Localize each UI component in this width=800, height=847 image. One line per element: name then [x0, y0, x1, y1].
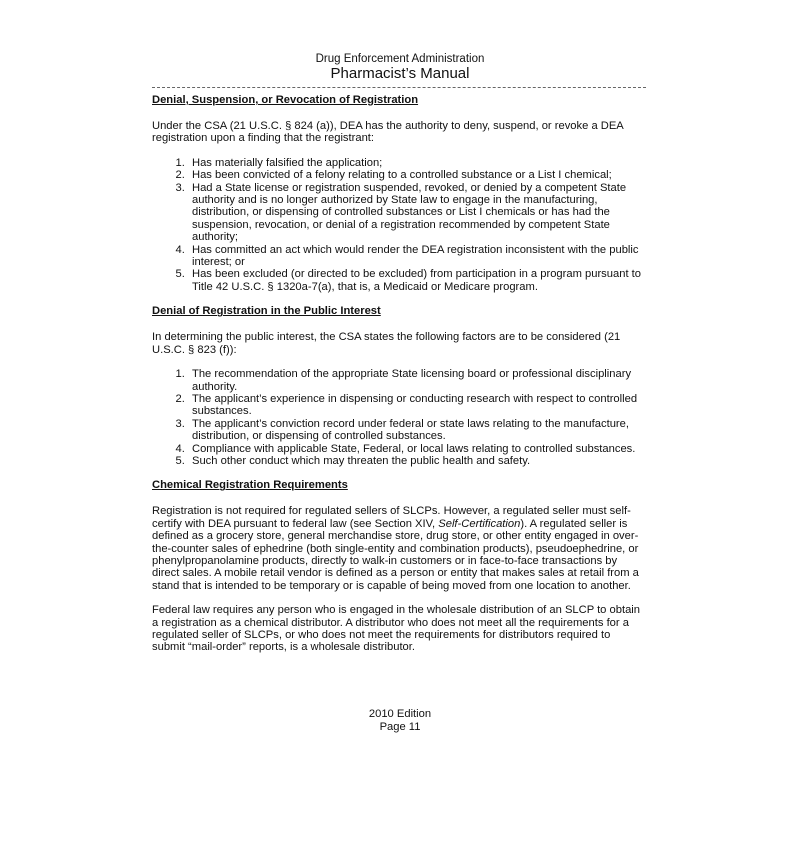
section-intro: Under the CSA (21 U.S.C. § 824 (a)), DEA has the authority to deny, suspend, or revoke a DEA registration upon a finding that the registrant: [152, 120, 624, 145]
footer-edition: 2010 Edition [368, 708, 432, 720]
list-item: 5. Has been excluded (or directed to be excluded) from participation in a program pursuant to Title 42 U.S.C. § 1320a-7(a), that is, a Medicaid or Medicare program. [188, 268, 646, 293]
list-item: 5. Such other conduct which may threaten the public health and safety. [188, 455, 646, 467]
list-item: 4. Compliance with applicable State, Federal, or local laws relating to controlled substances. [188, 443, 646, 455]
page-footer [0, 708, 800, 734]
list-item: 1. The recommendation of the appropriate State licensing board or professional disciplinary authority. [188, 368, 646, 393]
section-heading-chemical-registration: Chemical Registration Requirements [152, 479, 348, 492]
self-certification-reference: Self-Certification [438, 517, 521, 530]
list-item: 2. The applicant’s experience in dispensing or conducting research with respect to controlled substances. [188, 393, 646, 418]
header-title: Pharmacist’s Manual [330, 65, 470, 82]
paragraph-text: ). A regulated seller is defined as a grocery store, general merchandise store, drug store, or other entity engaged in over-the-counter sales of ephedrine (both single-entity and combination products), pseudoephedrine, or phenylpropanolamine products, directly to walk-in customers or in face-to-face transactions by direct sales. A mobile retail vendor is defined as a person or entity that makes sales at retail from a stand that is intended to be temporary or is capable of being moved from one location to another. [152, 517, 639, 592]
document-body [152, 94, 646, 654]
header-divider [152, 87, 646, 88]
section-intro: In determining the public interest, the CSA states the following factors are to be considered (21 U.S.C. § 823 (f)): [152, 331, 621, 356]
section-heading-public-interest: Denial of Registration in the Public Interest [152, 305, 381, 318]
list-item: 1. Has materially falsified the application; [188, 157, 646, 169]
list-item: 3. Had a State license or registration suspended, revoked, or denied by a competent State authority and is no longer authorized by State law to engage in the manufacturing, distribution, or dispensing of controlled substances or List I chemicals or has had the suspension, revocation, or denial of a registration recommended by competent State authority; [188, 182, 646, 244]
list-item: 4. Has committed an act which would render the DEA registration inconsistent with the public interest; or [188, 244, 646, 269]
wholesale-distributor-paragraph: Federal law requires any person who is engaged in the wholesale distribution of an SLCP to obtain a registration as a chemical distributor. A distributor who does not meet all the requirements for a regulated seller of SLCPs, or who does not meet the requirements for distributors required to submit “mail-order” reports, is a wholesale distributor. [152, 604, 640, 654]
registrant-findings-list [152, 157, 646, 293]
list-item: 2. Has been convicted of a felony relating to a controlled substance or a List I chemical; [188, 169, 646, 181]
chemical-registration-paragraph [152, 505, 646, 592]
section-heading-denial-suspension-revocation: Denial, Suspension, or Revocation of Registration [152, 94, 419, 106]
paragraph-text: Registration is not required for regulated sellers of SLCPs. However, a regulated seller must self-certify with DEA pursuant to federal law (see Section XIV, [152, 505, 631, 530]
list-item: 3. The applicant’s conviction record under federal or state laws relating to the manufacture, distribution, or dispensing of controlled substances. [188, 418, 646, 443]
footer-page-number: Page 11 [379, 721, 421, 733]
header-organization: Drug Enforcement Administration [315, 53, 485, 65]
public-interest-factors-list [152, 368, 646, 467]
